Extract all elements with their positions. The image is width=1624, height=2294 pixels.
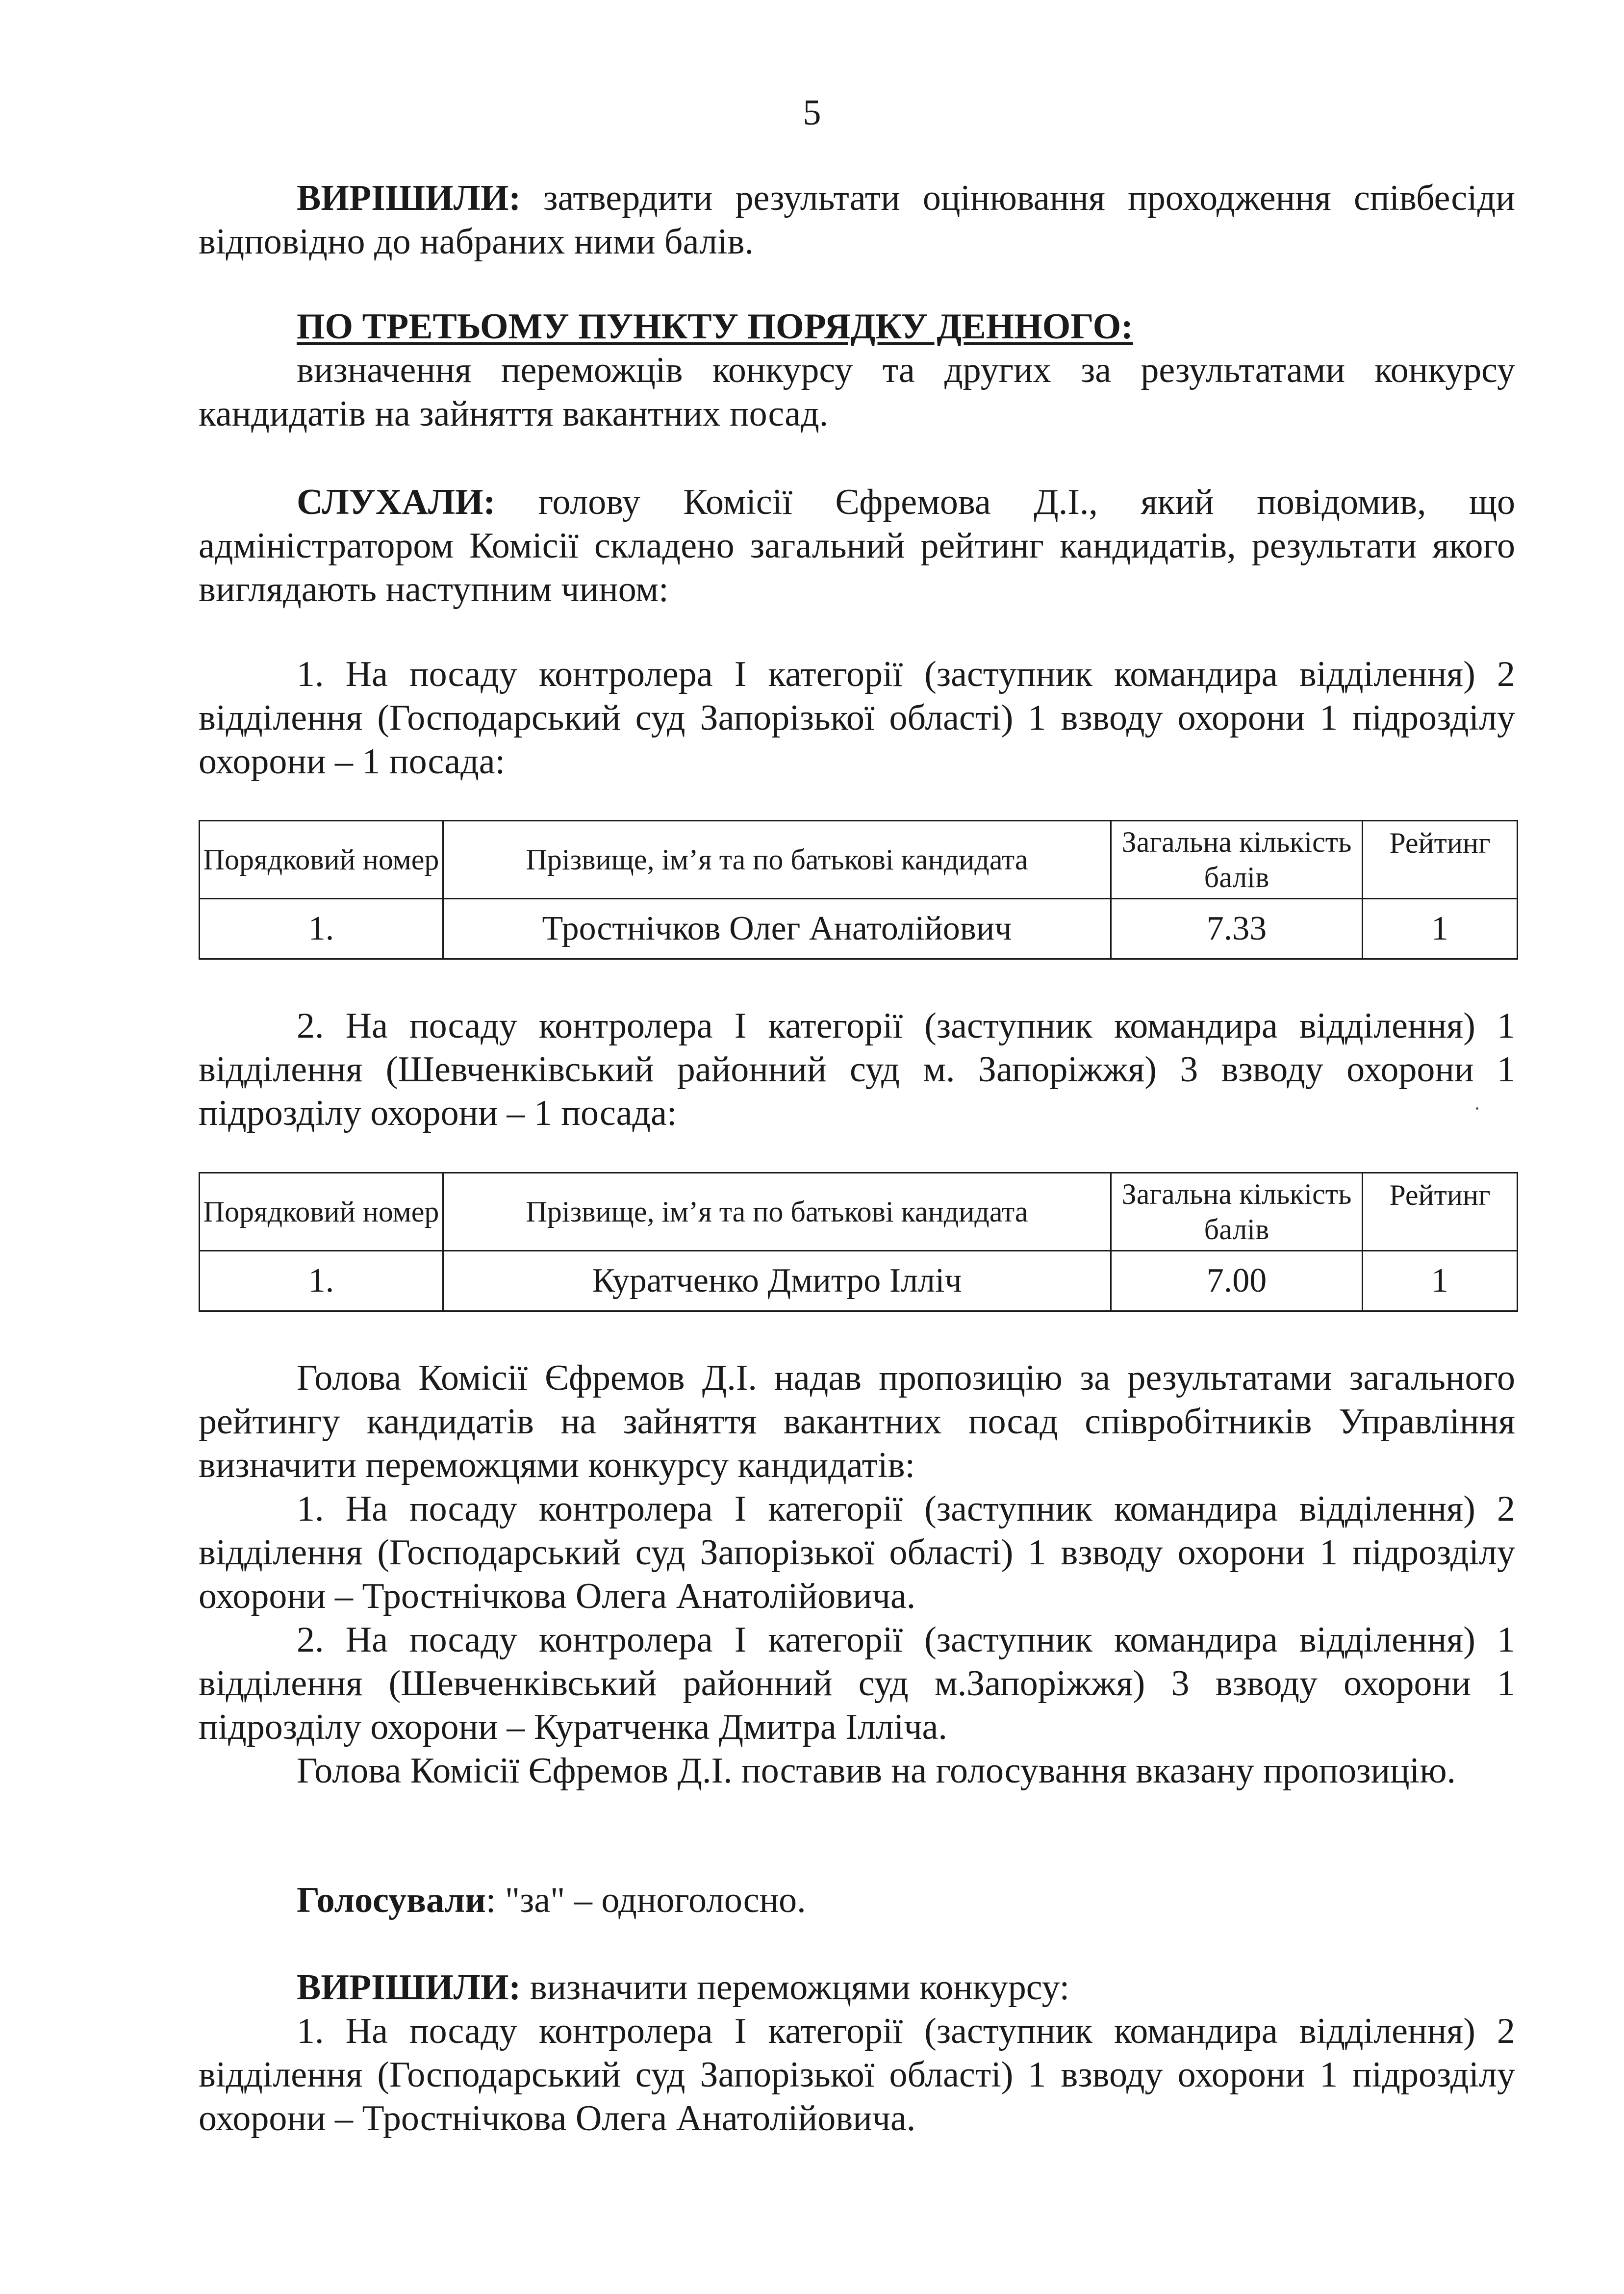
proposal-vote-call: Голова Комісії Єфремов Д.І. поставив на голосування вказану пропозицію. bbox=[297, 1751, 1456, 1791]
final-decision-text: визначити переможцями конкурсу: bbox=[521, 1967, 1070, 2008]
agenda-item-3-heading: ПО ТРЕТЬОМУ ПУНКТУ ПОРЯДКУ ДЕННОГО: bbox=[297, 306, 1133, 347]
cell-number: 1. bbox=[200, 899, 443, 959]
header-score: Загальна кількість балів bbox=[1111, 821, 1363, 899]
header-rating: Рейтинг bbox=[1363, 1173, 1518, 1251]
voting-text: : "за" – одноголосно. bbox=[485, 1880, 806, 1920]
agenda-item-3-section bbox=[199, 305, 1515, 436]
header-rating: Рейтинг bbox=[1363, 821, 1518, 899]
candidates-table-2 bbox=[199, 1172, 1518, 1312]
table-header-row bbox=[200, 821, 1518, 899]
heard-label: СЛУХАЛИ: bbox=[297, 482, 496, 522]
voting-section bbox=[199, 1879, 1515, 1922]
decision-label: ВИРІШИЛИ: bbox=[297, 178, 521, 218]
proposal-section bbox=[199, 1356, 1515, 1793]
voting-label: Голосували bbox=[297, 1880, 486, 1920]
position-1-paragraph: 1. На посаду контролера І категорії (заступник командира відділення) 2 відділення (Господарський суд Запорізької області) 1 взводу охорони 1 підрозділу охорони – 1 посада: bbox=[199, 654, 1515, 782]
position-1-section bbox=[199, 653, 1515, 784]
cell-score: 7.33 bbox=[1111, 899, 1363, 959]
header-number: Порядковий номер bbox=[200, 1173, 443, 1251]
proposal-intro: Голова Комісії Єфремов Д.І. надав пропозицію за результатами загального рейтингу кандидатів на зайняття вакантних посад співробітників Управління визначити переможцями конкурсу кандидатів: bbox=[199, 1358, 1515, 1485]
proposal-item-2: 2. На посаду контролера І категорії (заступник командира відділення) 1 відділення (Шевченківський районний суд м.Запоріжжя) 3 взводу охорони 1 підрозділу охорони – Куратченка Дмитра Ілліча. bbox=[199, 1620, 1515, 1747]
final-decision-paragraph bbox=[199, 1966, 1515, 2010]
cell-name: Куратченко Дмитро Ілліч bbox=[443, 1251, 1111, 1311]
final-decision-label: ВИРІШИЛИ: bbox=[297, 1967, 521, 2008]
candidates-table-1 bbox=[199, 820, 1518, 960]
voting-paragraph bbox=[199, 1879, 1515, 1922]
header-name: Прізвище, ім’я та по батькові кандидата bbox=[443, 1173, 1111, 1251]
cell-rating: 1 bbox=[1363, 899, 1518, 959]
decision-results-paragraph bbox=[199, 177, 1515, 264]
heard-text: голову Комісії Єфремова Д.І., який повідомив, що адміністратором Комісії складено загальний рейтинг кандидатів, результати якого виглядають наступним чином: bbox=[199, 482, 1515, 610]
header-number: Порядковий номер bbox=[200, 821, 443, 899]
page-number: 5 bbox=[803, 93, 821, 133]
cell-number: 1. bbox=[200, 1251, 443, 1311]
final-decision-section bbox=[199, 1966, 1515, 2141]
heard-paragraph bbox=[199, 481, 1515, 612]
heard-section bbox=[199, 481, 1515, 612]
decision-text: затвердити результати оцінювання проходження співбесіди відповідно до набраних ними балів. bbox=[199, 178, 1515, 262]
cell-name: Тростнічков Олег Анатолійович bbox=[443, 899, 1111, 959]
proposal-item-1: 1. На посаду контролера І категорії (заступник командира відділення) 2 відділення (Господарський суд Запорізької області) 1 взводу охорони 1 підрозділу охорони – Тростнічкова Олега Анатолійовича. bbox=[199, 1489, 1515, 1616]
decision-results-section bbox=[199, 177, 1515, 264]
scan-speck bbox=[1476, 1107, 1478, 1110]
header-name: Прізвище, ім’я та по батькові кандидата bbox=[443, 821, 1111, 899]
agenda-item-3-text: визначення переможців конкурсу та других за результатами конкурсу кандидатів на зайняття вакантних посад. bbox=[199, 350, 1515, 434]
position-2-section bbox=[199, 1004, 1515, 1135]
cell-score: 7.00 bbox=[1111, 1251, 1363, 1311]
table-row bbox=[200, 1251, 1518, 1311]
header-score: Загальна кількість балів bbox=[1111, 1173, 1363, 1251]
table-header-row bbox=[200, 1173, 1518, 1251]
table-row bbox=[200, 899, 1518, 959]
cell-rating: 1 bbox=[1363, 1251, 1518, 1311]
final-decision-item-1: 1. На посаду контролера І категорії (заступник командира відділення) 2 відділення (Господарський суд Запорізької області) 1 взводу охорони 1 підрозділу охорони – Тростнічкова Олега Анатолійовича. bbox=[199, 2011, 1515, 2139]
position-2-paragraph: 2. На посаду контролера І категорії (заступник командира відділення) 1 відділення (Шевченківський районний суд м. Запоріжжя) 3 взводу охорони 1 підрозділу охорони – 1 посада: bbox=[199, 1006, 1515, 1133]
